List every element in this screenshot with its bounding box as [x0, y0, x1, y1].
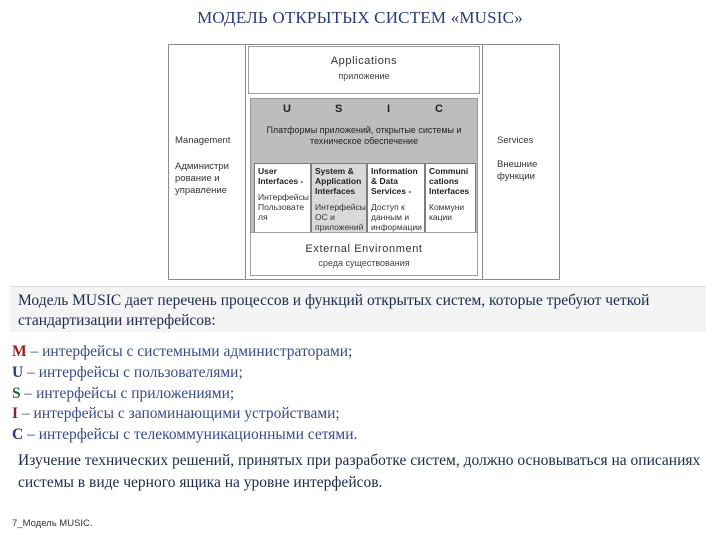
interface-list	[12, 342, 712, 446]
list-letter-m: M	[12, 343, 27, 360]
services-panel	[482, 44, 560, 280]
system-interfaces-ru: Интерфейсы ОС и приложений	[315, 202, 366, 232]
slide-footer: 7_Модель MUSIC.	[12, 518, 93, 529]
communication-interfaces-en: Communi cations Interfaces	[429, 166, 470, 196]
conclusion-text: Изучение технических решений, принятых при разработке систем, должно основываться на описаниях системы в виде черного ящика на уровне интерфейсов.	[18, 452, 701, 491]
information-services-en: Information & Data Services -	[371, 166, 418, 196]
list-letter-u: U	[12, 363, 24, 381]
letter-c: C	[435, 103, 443, 115]
services-subtitle: Внешние функции	[497, 159, 538, 182]
user-interfaces-ru: Интерфейсы Пользовате ля	[258, 192, 309, 222]
list-letter-i: I	[12, 405, 19, 423]
list-item	[12, 363, 712, 384]
list-letter-c: C	[12, 426, 24, 444]
communication-interfaces-ru: Коммуни кации	[429, 202, 465, 222]
information-services-ru: Доступ к данным и информации	[371, 202, 422, 232]
list-text: – интерфейсы с приложениями;	[20, 384, 235, 402]
slide-title: МОДЕЛЬ ОТКРЫТЫХ СИСТЕМ «MUSIC»	[197, 8, 523, 27]
applications-block	[248, 46, 480, 94]
services-title: Services	[497, 135, 534, 146]
music-letters	[251, 103, 477, 119]
system-interfaces-en: System & Application Interfaces	[315, 166, 362, 196]
list-text: – интерфейсы с телекоммуникационными сетями.	[23, 426, 358, 444]
list-letter-s: S	[12, 384, 21, 402]
model-caption: Модель MUSIC дает перечень процессов и функций открытых систем, которые требуют четкой стандартизации интерфейсов:	[10, 286, 706, 332]
external-environment-subtitle: среда существования	[318, 258, 410, 268]
music-diagram	[168, 42, 560, 286]
list-text: – интерфейсы с системными администраторами;	[26, 343, 353, 360]
list-item	[12, 342, 712, 363]
management-panel	[168, 44, 246, 280]
management-subtitle: Администри рование и управление	[175, 161, 229, 196]
external-environment-block	[250, 232, 478, 276]
list-item	[12, 404, 712, 425]
external-environment-title: External Environment	[305, 243, 423, 255]
management-title: Management	[175, 135, 231, 146]
list-text: – интерфейсы с запоминающими устройствами;	[18, 405, 340, 423]
letter-s: S	[335, 103, 343, 115]
letter-i: I	[387, 103, 391, 115]
music-block	[250, 98, 478, 250]
platform-text: Платформы приложений, открытые системы и техническое обеспечение	[266, 125, 462, 146]
applications-subtitle: приложение	[338, 71, 390, 81]
applications-title: Applications	[330, 55, 398, 67]
list-item	[12, 425, 712, 446]
list-text: – интерфейсы с пользователями;	[23, 363, 243, 381]
list-item	[12, 384, 712, 405]
letter-u: U	[283, 103, 291, 115]
user-interfaces-en: User Interfaces -	[258, 166, 304, 186]
